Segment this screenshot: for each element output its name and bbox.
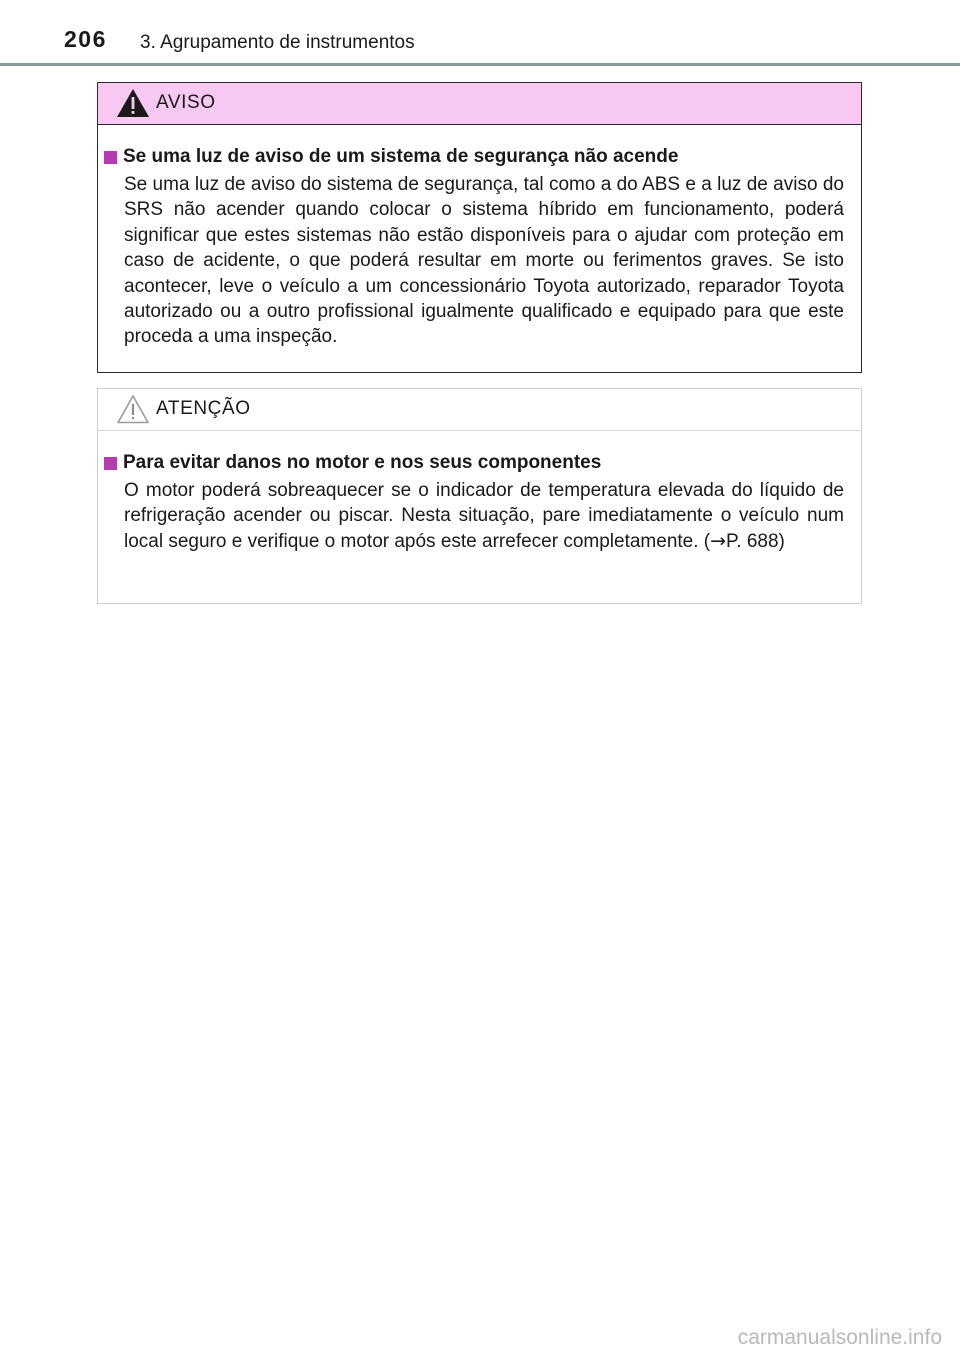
aviso-body-text: Se uma luz de aviso do sistema de segurança, tal como a do ABS e a luz de aviso do SRS não acender quando colocar o sistema híbrido em funcionamento, poderá significar que estes sistemas não estão disponíveis para o ajudar com proteção em caso de acidente, o que poderá resultar em morte ou ferimentos graves. Se isto acontecer, leve o veículo a um concessionário Toyota autorizado, reparador Toyota autorizado ou a outro profissional igualmente qualificado e equipado para que este proceda a uma inspeção. [124,174,844,348]
page-header [0,0,960,64]
aviso-box-body [98,125,861,350]
page-reference-link[interactable]: P. 688) [726,530,785,552]
aviso-box-header [98,83,861,125]
square-bullet-icon [104,457,117,470]
atencao-label: ATENÇÃO [156,398,251,419]
warning-triangle-outline-icon [115,393,151,425]
ref-arrow-icon: → [710,529,727,552]
aviso-subhead-row [124,144,844,170]
atencao-subhead-row [124,450,844,476]
aviso-box [97,82,862,373]
square-bullet-icon [104,151,117,164]
atencao-box-body [98,431,861,554]
chapter-title: 3. Agrupamento de instrumentos [140,32,415,53]
atencao-box [97,388,862,604]
atencao-subhead: Para evitar danos no motor e nos seus componentes [123,452,602,473]
atencao-body-text [124,478,844,554]
atencao-box-header [98,389,861,431]
aviso-label: AVISO [156,92,216,113]
aviso-subhead: Se uma luz de aviso de um sistema de segurança não acende [123,146,679,167]
atencao-body-main: O motor poderá sobreaquecer se o indicador de temperatura elevada do líquido de refrigeração acender ou piscar. Nesta situação, pare imediatamente o veículo num local seguro e verifique o motor após este arrefecer completamente. ( [124,480,844,552]
page-number: 206 [64,26,107,52]
header-rule [0,63,960,66]
watermark: carmanualsonline.info [737,1326,942,1349]
warning-triangle-filled-icon [115,87,151,119]
